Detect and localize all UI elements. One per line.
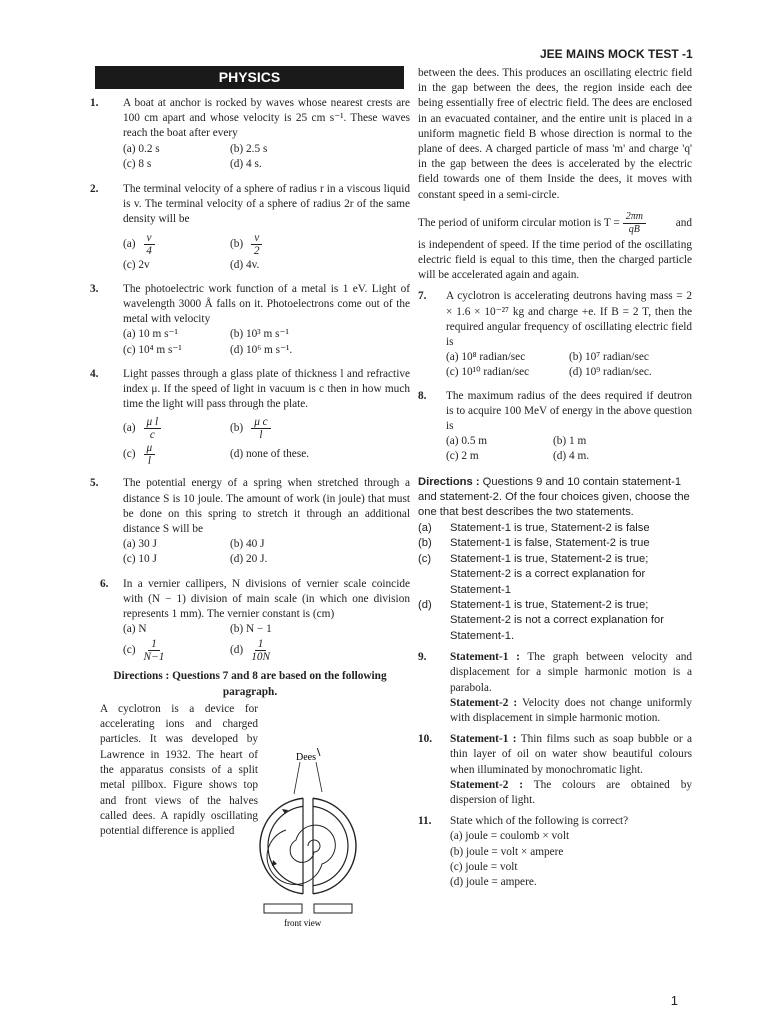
- statement-1-text: Thin films such as soap bubble or a thin layer of oil on water show beautiful colours when illuminated by monochromatic light.: [450, 733, 693, 776]
- pointer-line: [316, 748, 320, 756]
- option-d: (d) 20 J.: [230, 553, 268, 566]
- option-a: (a) 0.5 m: [446, 435, 488, 448]
- options: [123, 327, 410, 357]
- option-c: [123, 637, 230, 663]
- question-text: A cyclotron is accelerating deutrons having mass = 2 × 1.6 × 10⁻²⁷ kg and charge +e. If B = 2 T, then the required angular frequency of oscillating electric field is: [446, 290, 692, 349]
- option-a: [123, 232, 230, 258]
- question-number: 3.: [90, 282, 99, 295]
- numerator: v: [144, 232, 155, 245]
- question-6: [90, 577, 410, 664]
- question-text: A boat at anchor is rocked by waves whose nearest crests are 100 cm apart and whose velocity is 25 cm s⁻¹. These waves reach the boat after every: [123, 97, 410, 140]
- statement-2-text: Velocity does not change uniformly with displacement in simple harmonic motion.: [450, 696, 693, 724]
- numerator: μ: [144, 442, 156, 455]
- question-number: 10.: [418, 733, 433, 746]
- question-1: [90, 96, 410, 172]
- question-text: The maximum radius of the dees required if deutron is to acquire 100 MeV of energy in the above question is: [446, 389, 692, 433]
- front-view-label: front view: [284, 918, 322, 928]
- option-a: (a) 10⁸ radian/sec: [446, 351, 526, 364]
- numerator: v: [251, 232, 262, 245]
- question-text: The photoelectric work function of a metal is 1 eV. Light of wavelength 3000 Å falls on it. Photoelectrons come out of the metal with velocity: [123, 282, 410, 326]
- option-b: (b) N − 1: [230, 623, 272, 636]
- option-c: (c) 10⁴ m s⁻¹: [123, 343, 182, 356]
- numerator: 1: [255, 638, 267, 651]
- alt-text: Statement-1 is true, Statement-2 is false: [450, 521, 650, 534]
- period-formula: [418, 211, 692, 236]
- option-a: (a) 0.2 s: [123, 142, 160, 155]
- leader-line-left: [294, 762, 300, 794]
- alternative-c: [418, 552, 692, 598]
- alt-label: (a): [418, 521, 432, 534]
- option-label: (b): [230, 421, 244, 434]
- denominator: 10N: [251, 650, 271, 663]
- cyclotron-figure: [258, 748, 368, 930]
- fraction: [251, 638, 270, 663]
- denominator: 4: [146, 245, 152, 258]
- question-9: [418, 650, 692, 726]
- alt-label: (c): [418, 552, 432, 565]
- question-5: [90, 476, 410, 567]
- question-4: [90, 367, 410, 468]
- denominator: c: [149, 428, 155, 441]
- alt-text: Statement-1 is true, Statement-2 is true; Statement-2 is not a correct explanation for Statement-1.: [450, 598, 664, 642]
- alt-text: Statement-1 is false, Statement-2 is true: [450, 537, 650, 550]
- front-view-dee-left: [264, 904, 302, 913]
- alt-text: Statement-1 is true, Statement-2 is true; Statement-2 is a correct explanation for Statement-1: [450, 552, 649, 596]
- right-column: [418, 66, 692, 896]
- numerator: μ l: [144, 416, 162, 429]
- question-text: In a vernier callipers, N divisions of vernier scale coincide with (N − 1) division of main scale (in which one division represents 1 mm). The vernier constant is (cm): [123, 577, 410, 621]
- cyclotron-paragraph: A cyclotron is a device for accelerating ions and charged particles. It was developed by Lawrence in 1932. The heart of the apparatus consists of a split metal pillbox. Figure shows top and front views of the halves called dees. A rapidly oscillating potential difference is applied: [100, 702, 258, 838]
- option-c: [123, 441, 230, 467]
- option-label: (d): [230, 643, 244, 656]
- question-number: 1.: [90, 97, 99, 109]
- period-text: The period of uniform circular motion is T =: [418, 216, 620, 229]
- options: [123, 142, 410, 172]
- question-number: 5.: [90, 477, 99, 490]
- options: [123, 537, 410, 567]
- option-b: (b) 40 J: [230, 538, 265, 551]
- option-b: (b) 2.5 s: [230, 142, 268, 155]
- question-text: Light passes through a glass plate of thickness l and refractive index μ. If the speed of light in vacuum is c then in how much time the light will pass through the plate.: [123, 367, 410, 411]
- directions-9-10: [418, 475, 692, 521]
- front-view-dee-right: [314, 904, 352, 913]
- question-number: 8.: [418, 389, 427, 402]
- option-label: (a): [123, 238, 136, 251]
- option-a: (a) 30 J: [123, 538, 157, 551]
- option-label: (c): [123, 643, 136, 656]
- option-a: [123, 415, 230, 441]
- question-text: State which of the following is correct?: [450, 815, 629, 828]
- question-number: 9.: [418, 651, 427, 664]
- option-b: (b) 10³ m s⁻¹: [230, 328, 289, 341]
- statement-1: [450, 650, 692, 696]
- numerator: μ c: [251, 416, 271, 429]
- statement-1: [450, 732, 692, 778]
- option-b: [230, 232, 410, 258]
- option-a: (a) N: [123, 623, 147, 636]
- denominator: 2: [253, 245, 260, 258]
- denominator: qB: [628, 223, 640, 235]
- option-d: [230, 637, 410, 663]
- leader-line-right: [316, 762, 322, 792]
- fraction: [251, 416, 271, 441]
- statement-alternatives: [418, 521, 692, 644]
- options: [446, 350, 692, 380]
- statement-1-text: The graph between velocity and displacement for a simple harmonic motion is a parabola.: [450, 651, 693, 694]
- option-d: (d) none of these.: [230, 447, 310, 460]
- fraction: [144, 638, 165, 663]
- directions-text: Questions 9 and 10 contain statement-1 and statement-2. Of the four choices given, choose the one that best describes the two statements.: [418, 475, 690, 519]
- statement-2-label: Statement-2 :: [450, 778, 523, 791]
- options: [123, 415, 410, 467]
- numerator: 2πm: [623, 211, 646, 224]
- option-label: (c): [123, 447, 136, 460]
- page-number: 1: [670, 993, 678, 1008]
- option-b: (b) joule = volt × ampere: [450, 845, 564, 858]
- question-2: [90, 182, 410, 273]
- question-3: [90, 282, 410, 358]
- option-d: (d) 4 m.: [553, 450, 590, 463]
- alt-label: (b): [418, 537, 432, 550]
- option-label: (a): [123, 421, 136, 434]
- option-a: (a) 10 m s⁻¹: [123, 328, 178, 341]
- options: [446, 434, 692, 464]
- fraction: [144, 416, 162, 441]
- option-d: (d) joule = ampere.: [450, 875, 537, 888]
- alt-label: (d): [418, 598, 432, 611]
- paragraph-continued: between the dees. This produces an oscillating electric field in the gap between the dees, the region inside each dee being essentially free of electric field. The dees are enclosed in an evacuated container, and the entire unit is placed in a uniform magnetic field B whose direction is normal to the plane of dees. A charged particle of mass 'm' and charge 'q' in the gap between the dees is accelerated by the electric field towards one of them Inside the dees, it moves with constant speed in a semi-circle.: [418, 67, 692, 201]
- option-c: (c) 10 J: [123, 553, 157, 566]
- statement-1-label: Statement-1 :: [450, 733, 517, 746]
- question-number: 11.: [418, 815, 432, 828]
- option-d: (d) 4 s.: [230, 157, 262, 170]
- option-c: (c) 10¹⁰ radian/sec: [446, 366, 530, 379]
- option-c: (c) 2v: [123, 258, 150, 271]
- spiral-path: [267, 825, 335, 884]
- statement-2-text: The colours are obtained by dispersion of light.: [450, 778, 693, 806]
- option-c: (c) 2 m: [446, 450, 479, 463]
- statement-2: [450, 696, 692, 726]
- statement-2: [450, 778, 692, 808]
- period-continued: is independent of speed. If the time period of the oscillating electric field is equal to this time, then the charged particle will be accelerated again and again.: [418, 238, 692, 282]
- question-7: [418, 289, 692, 380]
- alternative-a: [418, 521, 692, 536]
- denominator: l: [259, 428, 263, 441]
- option-b: (b) 10⁷ radian/sec: [569, 351, 649, 364]
- alternative-b: [418, 536, 692, 551]
- directions-heading: Directions :: [418, 475, 480, 488]
- denominator: N−1: [143, 650, 165, 663]
- arrow-head: [272, 860, 277, 866]
- options: [123, 232, 410, 273]
- option-d: (d) 10⁶ m s⁻¹.: [230, 343, 293, 356]
- fraction: [251, 232, 262, 257]
- option-d: (d) 10⁹ radian/sec.: [569, 366, 652, 379]
- option-c: (c) 8 s: [123, 157, 152, 170]
- option-b: [230, 415, 410, 441]
- statement-2-label: Statement-2 :: [450, 696, 518, 709]
- question-number: 2.: [90, 183, 99, 196]
- option-c: (c) joule = volt: [450, 860, 518, 873]
- alternative-d: [418, 598, 692, 644]
- denominator: l: [147, 454, 151, 467]
- question-8: [418, 389, 692, 465]
- question-10: [418, 732, 692, 808]
- option-b: (b) 1 m: [553, 435, 587, 448]
- left-column: [90, 96, 410, 840]
- question-text: The potential energy of a spring when stretched through a distance S is 10 joule. The amount of work (in joule) that must be done on this spring to stretch it through an additional distance S will be: [123, 477, 410, 536]
- statement-1-label: Statement-1 :: [450, 651, 520, 664]
- fraction: [144, 232, 155, 257]
- dees-label: Dees: [296, 752, 316, 763]
- test-header: JEE MAINS MOCK TEST -1: [540, 47, 693, 61]
- question-11: [418, 814, 692, 890]
- option-label: (b): [230, 238, 244, 251]
- question-number: 6.: [100, 577, 109, 590]
- option-d: (d) 4v.: [230, 258, 260, 271]
- options: [123, 622, 410, 663]
- question-number: 4.: [90, 367, 99, 380]
- fraction: [144, 442, 156, 467]
- option-a: (a) joule = coulomb × volt: [450, 830, 570, 843]
- question-text: The terminal velocity of a sphere of radius r in a viscous liquid is v. The terminal velocity of a sphere of radius 2r of the same density will be: [123, 183, 410, 226]
- period-and: and: [675, 216, 692, 229]
- directions-7-8: Directions : Questions 7 and 8 are based on the following paragraph.: [113, 670, 387, 698]
- section-title: PHYSICS: [95, 66, 404, 89]
- question-number: 7.: [418, 290, 427, 303]
- fraction: [623, 211, 646, 236]
- numerator: 1: [148, 638, 160, 651]
